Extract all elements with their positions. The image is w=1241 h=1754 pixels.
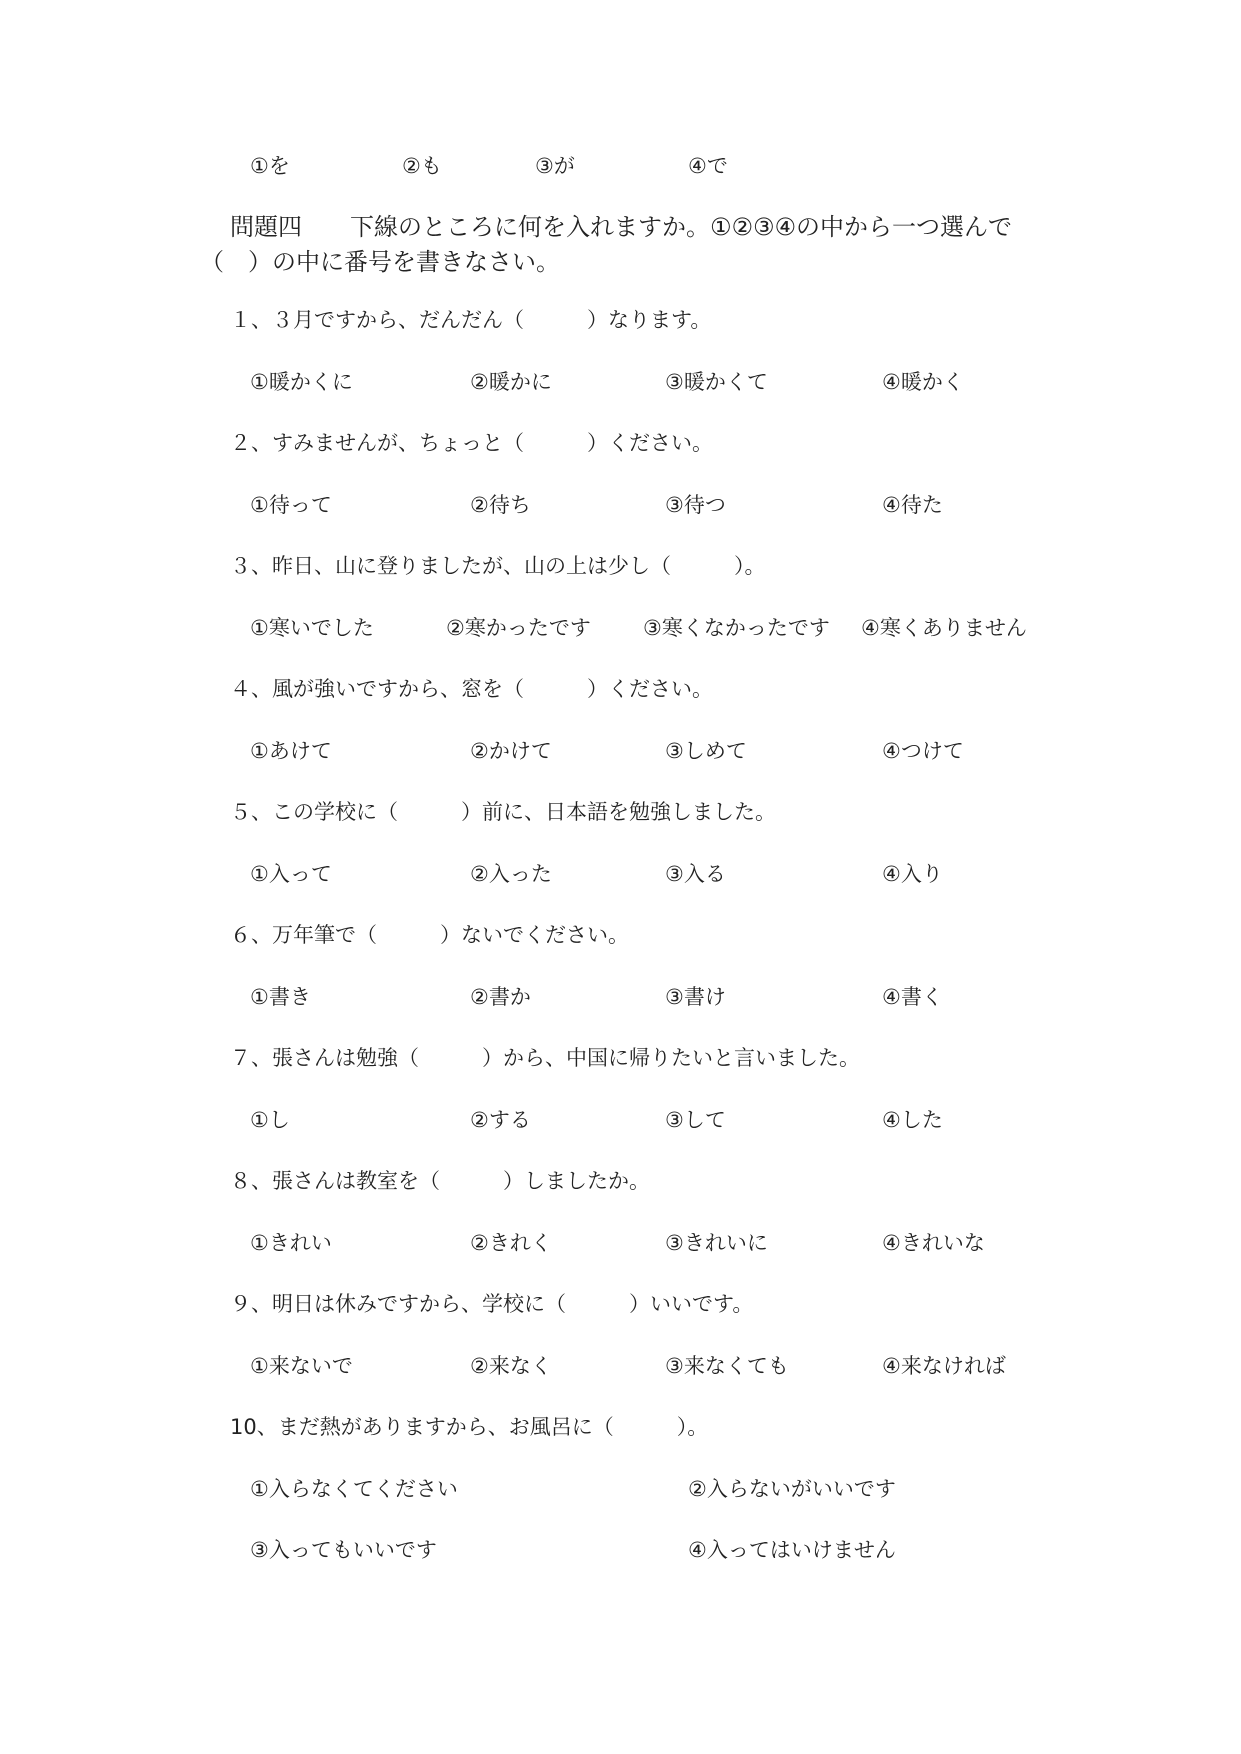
- q6-option-2: ②書か: [470, 985, 531, 1009]
- q2-option-3: ③待つ: [665, 493, 726, 517]
- q1-option-4: ④暖かく: [882, 370, 964, 394]
- q8-option-3: ③きれいに: [665, 1231, 768, 1255]
- q7-option-2: ②する: [470, 1108, 531, 1132]
- q5-option-2: ②入った: [470, 862, 552, 886]
- q2-option-4: ④待た: [882, 493, 943, 517]
- top-option-3: ③が: [535, 154, 575, 178]
- question-6: ６、万年筆で（ ）ないでください。: [230, 923, 629, 947]
- question-9: ９、明日は休みですから、学校に（ ）いいです。: [230, 1292, 754, 1316]
- q2-option-1: ①待って: [250, 493, 332, 517]
- q4-option-1: ①あけて: [250, 739, 332, 763]
- q8-option-2: ②きれく: [470, 1231, 552, 1255]
- q6-option-4: ④書く: [882, 985, 943, 1009]
- question-5: ５、この学校に（ ）前に、日本語を勉強しました。: [230, 800, 776, 824]
- question-2: ２、すみませんが、ちょっと（ ）ください。: [230, 431, 713, 455]
- question-8: ８、張さんは教室を（ ）しましたか。: [230, 1169, 650, 1193]
- q9-option-1: ①来ないで: [250, 1354, 353, 1378]
- q4-option-4: ④つけて: [882, 739, 964, 763]
- q10-option-4: ④入ってはいけません: [688, 1538, 896, 1562]
- q7-option-1: ①し: [250, 1108, 290, 1132]
- q1-option-2: ②暖かに: [470, 370, 552, 394]
- q5-option-1: ①入って: [250, 862, 332, 886]
- section-heading-line2: （ ）の中に番号を書きなさい。: [200, 248, 560, 276]
- q5-option-3: ③入る: [665, 862, 726, 886]
- q8-option-1: ①きれい: [250, 1231, 332, 1255]
- q3-option-2: ②寒かったです: [446, 616, 591, 640]
- q10-option-1: ①入らなくてください: [250, 1477, 458, 1501]
- q9-option-4: ④来なければ: [882, 1354, 1006, 1378]
- q1-option-3: ③暖かくて: [665, 370, 768, 394]
- q2-option-2: ②待ち: [470, 493, 531, 517]
- question-3: ３、昨日、山に登りましたが、山の上は少し（ ）。: [230, 554, 766, 578]
- q1-option-1: ①暖かくに: [250, 370, 353, 394]
- top-option-4: ④で: [688, 154, 728, 178]
- top-option-1: ①を: [250, 154, 290, 178]
- q6-option-1: ①書き: [250, 985, 311, 1009]
- q9-option-3: ③来なくても: [665, 1354, 789, 1378]
- q4-option-3: ③しめて: [665, 739, 747, 763]
- question-4: ４、風が強いですから、窓を（ ）ください。: [230, 677, 713, 701]
- q10-option-3: ③入ってもいいです: [250, 1538, 437, 1562]
- section-heading-line1: 問題四 下線のところに何を入れますか。①②③④の中から一つ選んで: [230, 213, 1013, 241]
- question-1: １、３月ですから、だんだん（ ）なります。: [230, 308, 712, 332]
- question-10: 10、まだ熱がありますから、お風呂に（ ）。: [230, 1415, 709, 1439]
- q7-option-4: ④した: [882, 1108, 943, 1132]
- q3-option-3: ③寒くなかったです: [643, 616, 830, 640]
- top-option-2: ②も: [402, 154, 442, 178]
- q7-option-3: ③して: [665, 1108, 726, 1132]
- question-7: ７、張さんは勉強（ ）から、中国に帰りたいと言いました。: [230, 1046, 860, 1070]
- q3-option-4: ④寒くありません: [861, 616, 1027, 640]
- q9-option-2: ②来なく: [470, 1354, 552, 1378]
- q8-option-4: ④きれいな: [882, 1231, 985, 1255]
- q6-option-3: ③書け: [665, 985, 726, 1009]
- q4-option-2: ②かけて: [470, 739, 552, 763]
- q10-option-2: ②入らないがいいです: [688, 1477, 896, 1501]
- q3-option-1: ①寒いでした: [250, 616, 374, 640]
- q5-option-4: ④入り: [882, 862, 943, 886]
